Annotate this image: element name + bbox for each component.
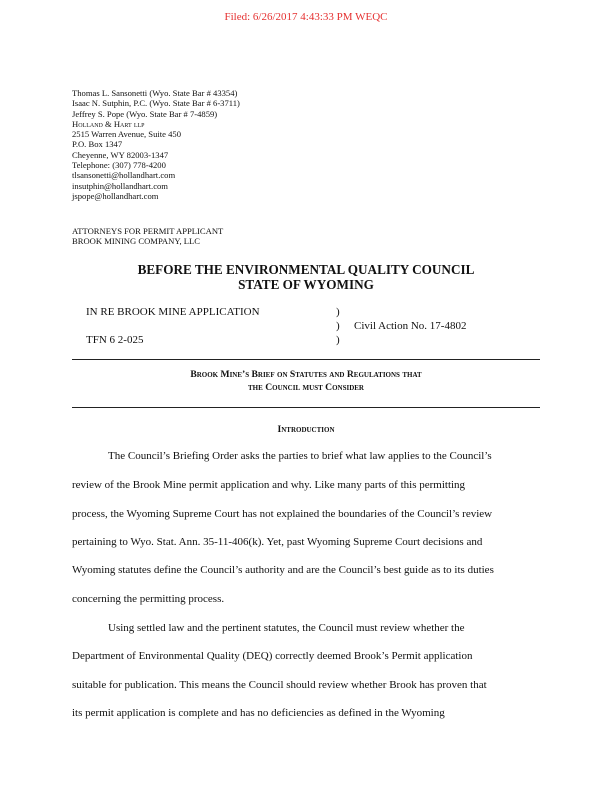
counsel-block: [72, 88, 240, 201]
body-line: its permit application is complete and has no deficiencies as defined in the Wyoming: [72, 707, 445, 719]
caption-matter: IN RE BROOK MINE APPLICATION: [86, 306, 260, 318]
email-line: jspope@hollandhart.com: [72, 190, 159, 201]
body-line: review of the Brook Mine permit application and why. Like many parts of this permitting: [72, 479, 466, 491]
counsel-line: Cheyenne, WY 82003-1347: [72, 149, 169, 160]
civil-action-number: Civil Action No. 17-4802: [354, 320, 467, 332]
counsel-line: P.O. Box 1347: [72, 139, 123, 150]
caption-paren: ): [336, 334, 340, 346]
counsel-line: Thomas L. Sansonetti (Wyo. State Bar # 43354): [72, 88, 238, 98]
attorneys-for-line: BROOK MINING COMPANY, LLC: [72, 236, 200, 247]
caption-paren: ): [336, 306, 340, 318]
divider: [72, 359, 540, 360]
caption-tfn: TFN 6 2-025: [86, 334, 144, 346]
attorneys-for-block: [72, 226, 223, 247]
counsel-line: Jeffrey S. Pope (Wyo. State Bar # 7-4859): [72, 108, 218, 119]
email-line: insutphin@hollandhart.com: [72, 180, 168, 191]
introduction-heading: Introduction: [277, 424, 335, 435]
counsel-line: 2515 Warren Avenue, Suite 450: [72, 129, 182, 140]
body-line: suitable for publication. This means the Council should review whether Brook has proven that: [72, 679, 487, 691]
body-line: Using settled law and the pertinent statutes, the Council must review whether the: [108, 622, 465, 634]
body-line: concerning the permitting process.: [72, 593, 225, 605]
body-line: The Council’s Briefing Order asks the parties to brief what law applies to the Council’s: [108, 450, 492, 462]
body-line: Department of Environmental Quality (DEQ) correctly deemed Brook’s Permit application: [72, 650, 473, 662]
firm-name: Holland & Hart llp: [72, 118, 145, 129]
brief-title-line: the Council must Consider: [248, 382, 364, 393]
counsel-line: Telephone: (307) 778-4200: [72, 160, 166, 171]
court-heading: BEFORE THE ENVIRONMENTAL QUALITY COUNCIL: [137, 262, 475, 277]
court-state: STATE OF WYOMING: [238, 277, 374, 292]
brief-title-line: Brook Mine’s Brief on Statutes and Regulations that: [190, 369, 422, 380]
caption-paren: ): [336, 320, 340, 332]
email-line: tlsansonetti@hollandhart.com: [72, 170, 176, 181]
divider: [72, 407, 540, 408]
attorneys-for-line: ATTORNEYS FOR PERMIT APPLICANT: [72, 226, 224, 236]
body-line: pertaining to Wyo. Stat. Ann. 35-11-406(k). Yet, past Wyoming Supreme Court decisions and: [72, 536, 483, 548]
counsel-line: Isaac N. Sutphin, P.C. (Wyo. State Bar # 6-3711): [72, 98, 240, 109]
body-line: Wyoming statutes define the Council’s authority and are the Council’s best guide as to its duties: [72, 564, 494, 576]
body-line: process, the Wyoming Supreme Court has not explained the boundaries of the Council’s review: [72, 508, 493, 520]
filed-stamp: Filed: 6/26/2017 4:43:33 PM WEQC: [224, 11, 388, 23]
